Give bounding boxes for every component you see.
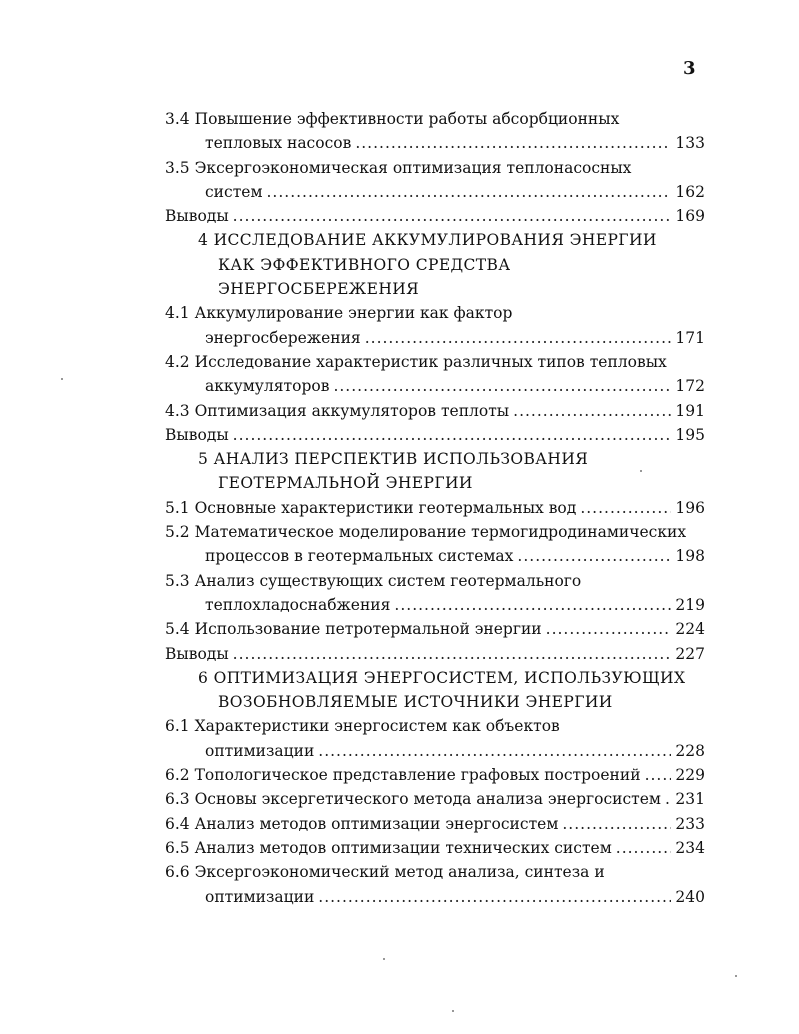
toc-page-number: 240 [675,887,705,906]
toc-entry-title: Выводы [165,425,229,444]
dot-leader [365,326,672,350]
toc-entry-title: систем [205,182,263,201]
dot-leader [394,593,671,617]
toc-page-number: 133 [675,134,705,153]
toc-page-number: 172 [675,377,705,396]
toc-page-number: 162 [675,182,705,201]
toc-entry-title: теплохладоснабжения [205,595,391,614]
toc-page-number: 227 [675,644,705,663]
dot-leader [355,131,671,155]
dot-leader [233,642,672,666]
scan-speck [735,975,737,977]
toc-page-number: 196 [675,498,705,517]
toc-page-number: 219 [675,595,705,614]
dot-leader [665,787,671,811]
toc-entry-title: энергосбережения [205,328,361,347]
toc-entry-title-line: 4.1 Аккумулирование энергии как фактор [165,304,513,323]
toc-page-number: 191 [675,401,705,420]
toc-entry-title: Выводы [165,644,229,663]
dot-leader [233,204,672,228]
toc-entry-title-line: 5.2 Математическое моделирование термогидродинамических [165,523,687,542]
toc-page-number: 224 [675,620,705,639]
toc-page-number: 231 [675,790,705,809]
dot-leader [546,617,672,641]
toc-entry[interactable] [165,763,705,787]
toc-page-number: 198 [675,547,705,566]
toc-page-number: 234 [675,838,705,857]
toc-entry[interactable] [165,739,705,763]
scan-speck [383,958,385,960]
chapter-heading-line: КАК ЭФФЕКТИВНОГО СРЕДСТВА [218,255,511,274]
toc-entry[interactable] [165,593,705,617]
toc-entry[interactable] [165,885,705,909]
toc-entry-title-line: 3.4 Повышение эффективности работы абсорбционных [165,110,620,128]
dot-leader [645,763,672,787]
dot-leader [267,180,672,204]
toc-page-number: 169 [675,207,705,226]
toc-entry[interactable] [165,787,705,811]
toc-entry-title: 6.5 Анализ методов оптимизации технических систем [165,838,612,857]
toc-page-number: 171 [675,328,705,347]
chapter-heading-line: ГЕОТЕРМАЛЬНОЙ ЭНЕРГИИ [218,474,473,493]
toc-entry[interactable] [165,180,705,204]
toc-entry-title: 6.2 Топологическое представление графовых построений [165,766,641,785]
toc-entry-title: 4.3 Оптимизация аккумуляторов теплоты [165,401,510,420]
toc-entry-title: аккумуляторов [205,377,330,396]
toc-entry-title: оптимизации [205,887,315,906]
toc-entry[interactable] [165,399,705,423]
dot-leader [318,885,671,909]
page-number: 3 [683,58,696,79]
toc-entry[interactable] [165,544,705,568]
toc-page-number: 195 [675,425,705,444]
toc-entry-title-line: 5.3 Анализ существующих систем геотермального [165,571,582,590]
chapter-heading-line: ЭНЕРГОСБЕРЕЖЕНИЯ [218,280,420,299]
chapter-heading-line: 6 ОПТИМИЗАЦИЯ ЭНЕРГОСИСТЕМ, ИСПОЛЬЗУЮЩИХ [198,668,686,687]
dot-leader [517,544,671,568]
scan-speck [452,1010,454,1012]
toc-entry[interactable] [165,131,705,155]
chapter-heading-line: 5 АНАЛИЗ ПЕРСПЕКТИВ ИСПОЛЬЗОВАНИЯ [198,450,589,469]
dot-leader [580,496,671,520]
toc-entry-title: процессов в геотермальных системах [205,547,514,566]
toc-entry-title: 6.4 Анализ методов оптимизации энергосистем [165,814,559,833]
toc-entry[interactable] [165,326,705,350]
toc-entry[interactable] [165,642,705,666]
dot-leader [562,812,671,836]
scan-speck [640,470,642,472]
toc-page-number: 233 [675,814,705,833]
scan-speck [61,378,63,380]
toc-entry[interactable] [165,812,705,836]
dot-leader [233,423,672,447]
toc-entry-title: тепловых насосов [205,134,352,153]
dot-leader [616,836,672,860]
toc-entry-title-line: 3.5 Эксергоэкономическая оптимизация теплонасосных [165,158,632,177]
toc-entry[interactable] [165,836,705,860]
toc-entry[interactable] [165,423,705,447]
toc-entry-title-line: 6.6 Эксергоэкономический метод анализа, синтеза и [165,863,605,882]
toc-entry-title: 6.3 Основы эксергетического метода анализа энергосистем [165,790,661,809]
dot-leader [513,399,671,423]
toc-entry[interactable] [165,374,705,398]
chapter-heading-line: 4 ИССЛЕДОВАНИЕ АККУМУЛИРОВАНИЯ ЭНЕРГИИ [198,231,657,250]
toc-entry[interactable] [165,617,705,641]
toc-entry[interactable] [165,204,705,228]
toc-entry-title: 5.1 Основные характеристики геотермальных вод [165,498,577,517]
toc-entry-title-line: 6.1 Характеристики энергосистем как объектов [165,717,560,736]
toc-entry-title: Выводы [165,207,229,226]
toc-entry-title: оптимизации [205,741,315,760]
toc-page-number: 229 [675,766,705,785]
table-of-contents [165,107,705,909]
toc-entry-title-line: 4.2 Исследование характеристик различных типов тепловых [165,352,667,371]
dot-leader [333,374,671,398]
dot-leader [318,739,671,763]
toc-page-number: 228 [675,741,705,760]
toc-entry-title: 5.4 Использование петротермальной энергии [165,620,542,639]
toc-entry[interactable] [165,496,705,520]
chapter-heading-line: ВОЗОБНОВЛЯЕМЫЕ ИСТОЧНИКИ ЭНЕРГИИ [218,693,613,712]
